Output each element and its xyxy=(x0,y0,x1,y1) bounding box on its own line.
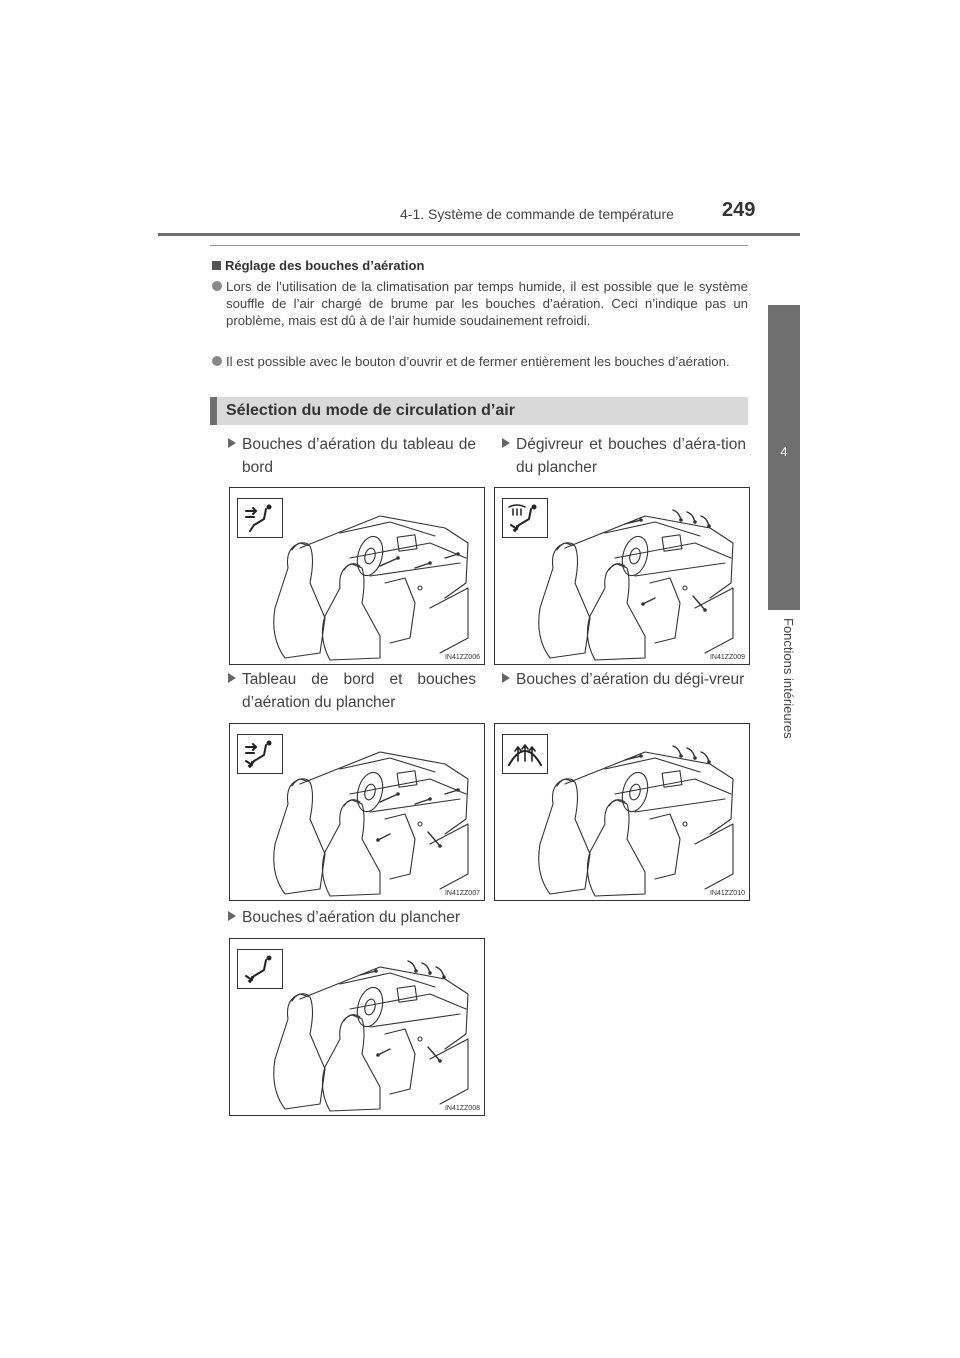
mode-caption-2: Dégivreur et bouches d’aéra-tion du plancher xyxy=(502,433,746,479)
header-rule xyxy=(158,233,800,236)
figure-code: IN41ZZ008 xyxy=(444,1105,480,1112)
mode-caption-1: Bouches d’aération du tableau de bord xyxy=(228,433,476,479)
triangle-bullet-icon xyxy=(228,673,236,683)
square-bullet-icon xyxy=(212,261,221,270)
figure-floor-vents xyxy=(229,938,485,1116)
figure-code: IN41ZZ007 xyxy=(444,890,480,897)
bi-level-icon xyxy=(237,734,283,774)
figure-windshield-defroster xyxy=(494,723,750,901)
vents-bullet-1 xyxy=(212,278,748,329)
vents-bullet-1-text: Lors de l’utilisation de la climatisation par temps humide, il est possible que le système souffle de l’air chargé de brume par les bouches d’aération. Ceci n’indique pas un problème, mais est dû à de l’air humide soudainement refroidi. xyxy=(226,279,748,328)
section-title: Sélection du mode de circulation d’air xyxy=(226,402,515,419)
section-band-stripe xyxy=(210,397,217,425)
mode-caption-5: Bouches d’aération du plancher xyxy=(228,906,498,929)
vents-heading xyxy=(212,258,424,273)
vents-heading-text: Réglage des bouches d’aération xyxy=(225,258,425,273)
floor-vent-icon xyxy=(237,949,283,989)
content-top-rule xyxy=(210,245,748,246)
triangle-bullet-icon xyxy=(502,673,510,683)
panel-vent-icon xyxy=(237,498,283,538)
page-number: 249 xyxy=(722,199,756,221)
round-bullet-icon xyxy=(212,281,222,291)
vents-bullet-2-text: Il est possible avec le bouton d’ouvrir et de fermer entièrement les bouches d’aération. xyxy=(226,354,730,369)
mode-caption-3: Tableau de bord et bouches d’aération du plancher xyxy=(228,668,476,714)
chapter-number: 4 xyxy=(780,444,788,459)
running-header-section: 4-1. Système de commande de température xyxy=(400,206,674,222)
triangle-bullet-icon xyxy=(228,438,236,448)
vents-bullet-2 xyxy=(212,353,748,370)
round-bullet-icon xyxy=(212,356,222,366)
triangle-bullet-icon xyxy=(228,911,236,921)
figure-code: IN41ZZ009 xyxy=(709,654,745,661)
figure-code: IN41ZZ010 xyxy=(709,890,745,897)
figure-panel-vents xyxy=(229,487,485,665)
figure-defroster-floor xyxy=(494,487,750,665)
chapter-title: Fonctions intérieures xyxy=(781,618,796,739)
triangle-bullet-icon xyxy=(502,438,510,448)
mode-caption-4: Bouches d’aération du dégi-vreur xyxy=(502,668,746,691)
figure-bi-level xyxy=(229,723,485,901)
figure-code: IN41ZZ006 xyxy=(444,654,480,661)
defroster-floor-icon xyxy=(502,498,548,538)
windshield-defroster-icon xyxy=(502,734,548,774)
